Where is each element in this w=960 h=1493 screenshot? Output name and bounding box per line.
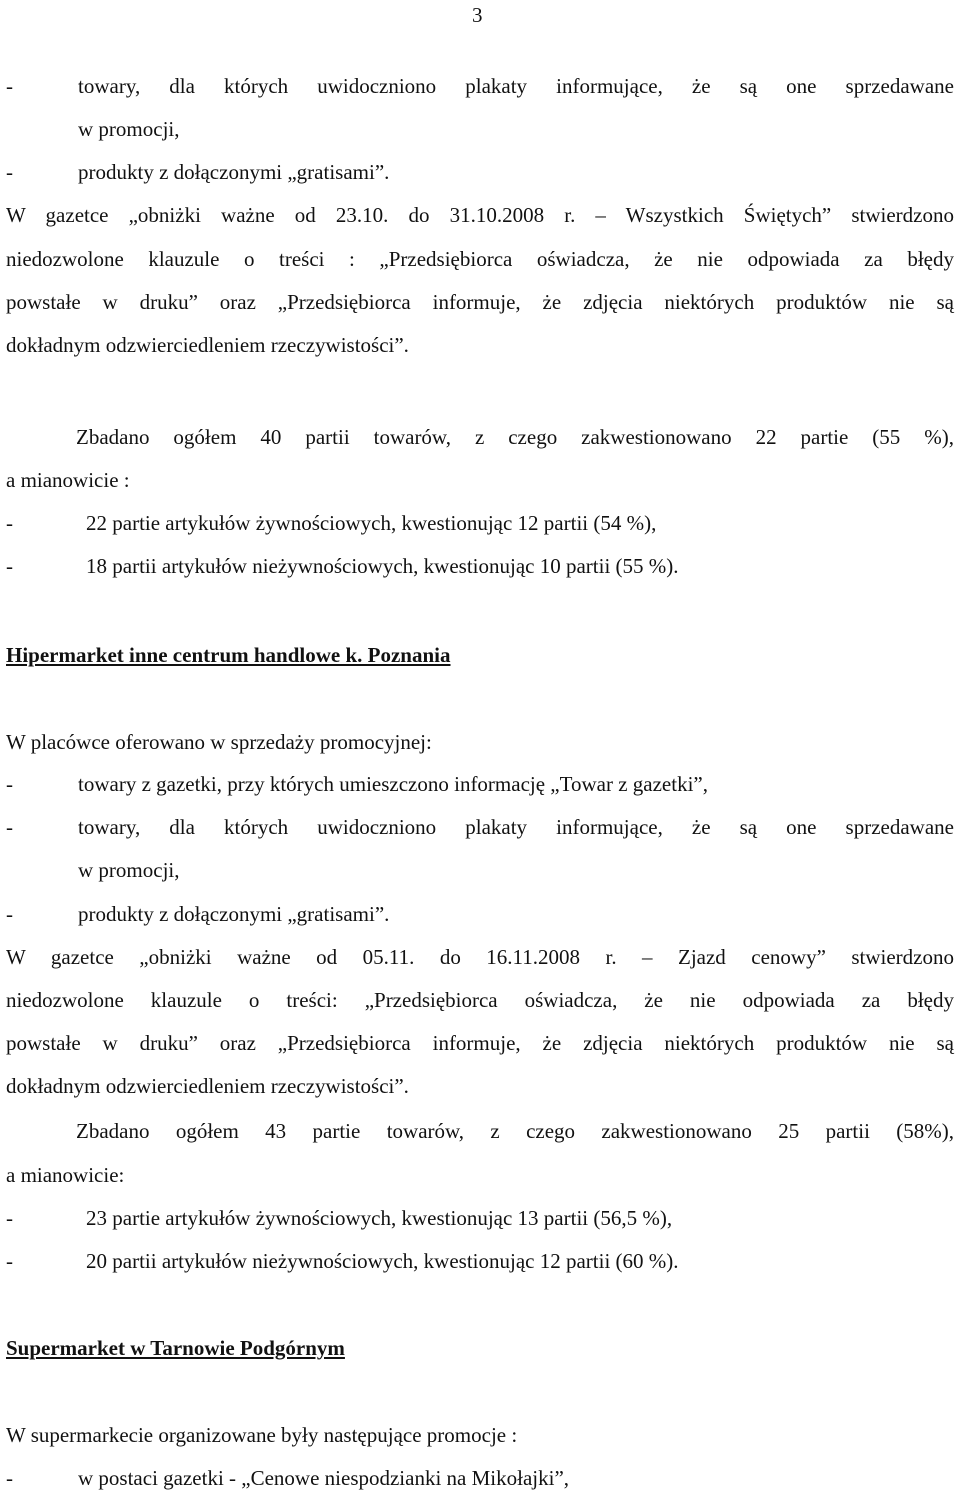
list-item-text: w promocji,	[78, 858, 180, 882]
summary-line: Zbadano ogółem 43 partie towarów, z czego zakwestionowano 25 partii (58%),	[76, 1119, 954, 1143]
summary-line: a mianowicie:	[6, 1163, 125, 1187]
list-dash: -	[6, 772, 13, 796]
list-item-text: 18 partii artykułów nieżywnościowych, kwestionując 10 partii (55 %).	[86, 554, 679, 578]
list-dash: -	[6, 511, 13, 535]
list-dash: -	[6, 1249, 13, 1273]
list-dash: -	[6, 902, 13, 926]
list-dash: -	[6, 554, 13, 578]
paragraph-line: dokładnym odzwierciedleniem rzeczywistości”.	[6, 1074, 409, 1098]
paragraph-line: W gazetce „obniżki ważne od 23.10. do 31.10.2008 r. – Wszystkich Świętych” stwierdzono	[6, 203, 954, 227]
list-item	[6, 1246, 954, 1276]
list-dash: -	[6, 74, 13, 98]
list-item-text: 22 partie artykułów żywnościowych, kwestionując 12 partii (54 %),	[86, 511, 657, 535]
list-item	[6, 71, 954, 101]
paragraph-line: W gazetce „obniżki ważne od 05.11. do 16.11.2008 r. – Zjazd cenowy” stwierdzono	[6, 945, 954, 969]
list-item-continuation	[6, 114, 954, 144]
list-item	[6, 1203, 954, 1233]
list-item-text: towary, dla których uwidoczniono plakaty informujące, że są one sprzedawane	[78, 74, 954, 98]
list-item-text: produkty z dołączonymi „gratisami”.	[78, 160, 390, 184]
paragraph-line: powstałe w druku” oraz „Przedsiębiorca informuje, że zdjęcia niektórych produktów nie są	[6, 290, 954, 314]
list-item-text: 23 partie artykułów żywnościowych, kwestionując 13 partii (56,5 %),	[86, 1206, 673, 1230]
list-dash: -	[6, 1206, 13, 1230]
summary-line: a mianowicie :	[6, 468, 130, 492]
list-item-text: w promocji,	[78, 117, 180, 141]
section-heading: Supermarket w Tarnowie Podgórnym	[6, 1336, 345, 1360]
list-item	[6, 1463, 954, 1493]
page-number: 3	[472, 3, 483, 27]
list-item-continuation	[6, 855, 954, 885]
paragraph-line: niedozwolone klauzule o treści : „Przedsiębiorca oświadcza, że nie odpowiada za błędy	[6, 247, 954, 271]
list-dash: -	[6, 815, 13, 839]
list-item-text: w postaci gazetki - „Cenowe niespodzianki na Mikołajki”,	[78, 1466, 570, 1490]
list-item	[6, 157, 954, 187]
paragraph-line: niedozwolone klauzule o treści: „Przedsiębiorca oświadcza, że nie odpowiada za błędy	[6, 988, 954, 1012]
paragraph-line: dokładnym odzwierciedleniem rzeczywistości”.	[6, 333, 409, 357]
paragraph-line: powstałe w druku” oraz „Przedsiębiorca informuje, że zdjęcia niektórych produktów nie są	[6, 1031, 954, 1055]
list-item	[6, 812, 954, 842]
summary-line: Zbadano ogółem 40 partii towarów, z czego zakwestionowano 22 partie (55 %),	[76, 425, 954, 449]
list-dash: -	[6, 160, 13, 184]
list-item-text: 20 partii artykułów nieżywnościowych, kwestionując 12 partii (60 %).	[86, 1249, 679, 1273]
paragraph-line: W placówce oferowano w sprzedaży promocyjnej:	[6, 730, 432, 754]
list-item	[6, 769, 954, 799]
list-item-text: towary, dla których uwidoczniono plakaty informujące, że są one sprzedawane	[78, 815, 954, 839]
list-item-text: produkty z dołączonymi „gratisami”.	[78, 902, 390, 926]
list-dash: -	[6, 1466, 13, 1490]
paragraph-line: W supermarkecie organizowane były następujące promocje :	[6, 1423, 518, 1447]
list-item	[6, 899, 954, 929]
list-item	[6, 551, 954, 581]
list-item	[6, 508, 954, 538]
section-heading: Hipermarket inne centrum handlowe k. Poznania	[6, 643, 451, 667]
list-item-text: towary z gazetki, przy których umieszczono informację „Towar z gazetki”,	[78, 772, 708, 796]
